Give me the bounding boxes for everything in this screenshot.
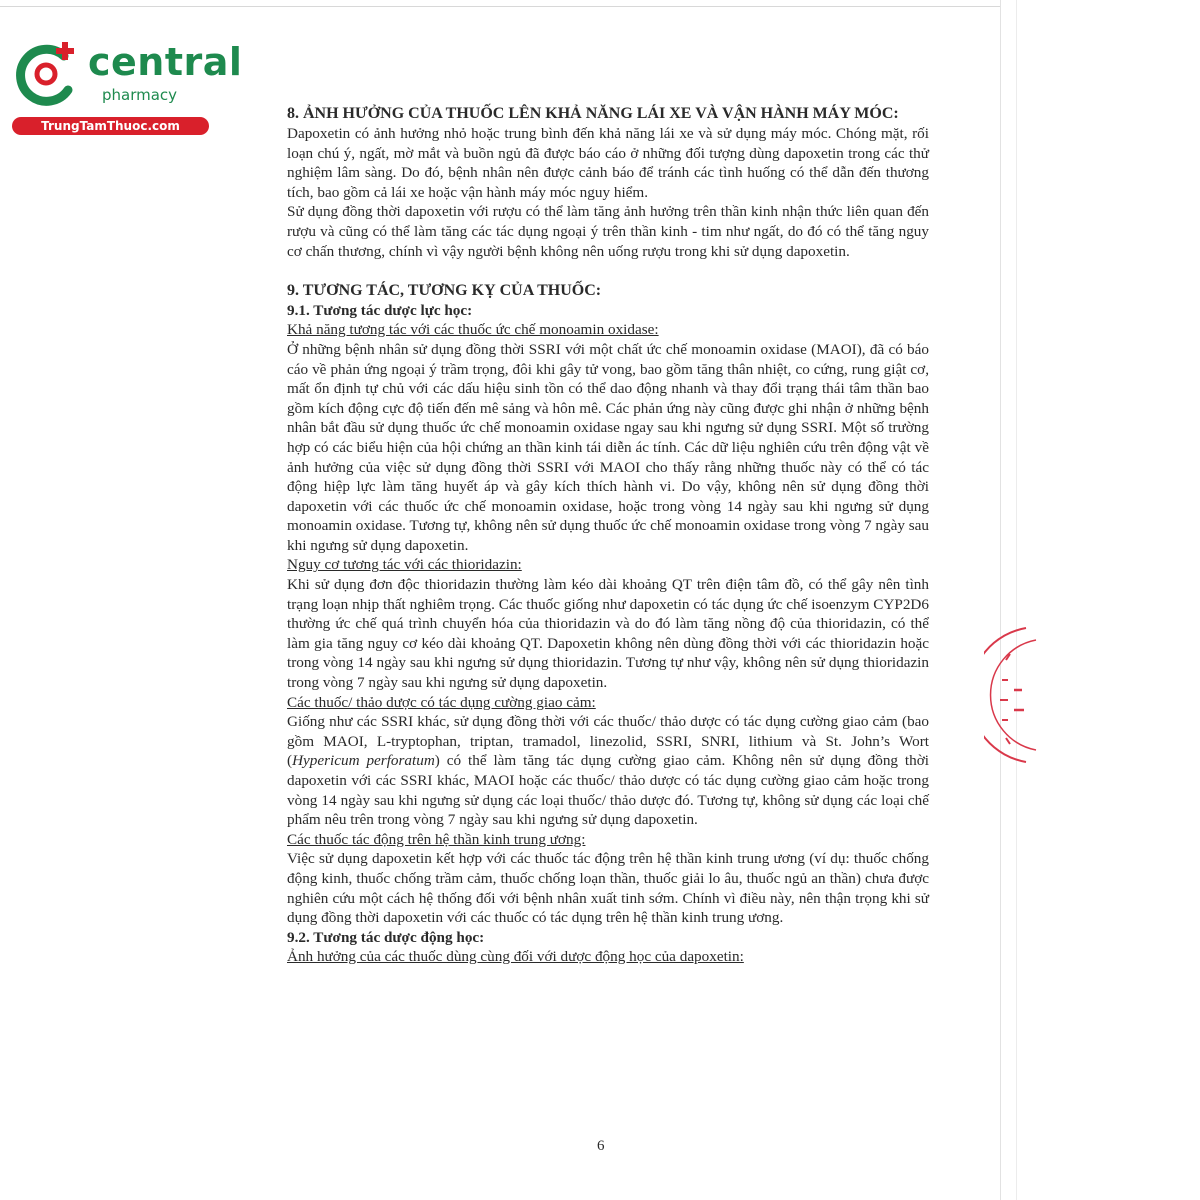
maoi-heading: Khả năng tương tác với các thuốc ức chế monoamin oxidase: bbox=[287, 321, 659, 339]
thioridazine-paragraph: Khi sử dụng đơn độc thioridazin thường làm kéo dài khoảng QT trên điện tâm đồ, có thể gây nên tình trạng loạn nhịp thất nghiêm trọng. Các thuốc giống như dapoxetin có tác dụng ức chế isoenzym CYP2D6 thường ức chế quá trình chuyển hóa của thioridazin và do đó làm tăng nồng độ của thioridazin, có thể làm gia tăng nguy cơ kéo dài khoảng QT. Dapoxetin không nên dùng đồng thời với các thioridazin hoặc trong vòng 14 ngày sau khi ngưng sử dụng thioridazin. Tương tự như vậy, không nên sử dụng thioridazin trong vòng 7 ngày sau khi ngưng sử dụng dapoxetin. bbox=[287, 576, 929, 692]
section-9-title: 9. TƯƠNG TÁC, TƯƠNG KỴ CỦA THUỐC: bbox=[287, 282, 602, 300]
scan-edge bbox=[1016, 0, 1017, 1200]
logo-subtitle: pharmacy bbox=[102, 86, 178, 104]
sympathomimetic-paragraph bbox=[287, 712, 929, 830]
central-pharmacy-logo[interactable] bbox=[12, 38, 243, 138]
thioridazine-heading: Nguy cơ tương tác với các thioridazin: bbox=[287, 556, 522, 574]
subsection-9-1-title: 9.1. Tương tác dược lực học: bbox=[287, 301, 473, 319]
logo-url: TrungTamThuoc.com bbox=[12, 117, 209, 135]
latin-name: Hypericum perforatum bbox=[292, 752, 435, 770]
logo-brand: central bbox=[88, 40, 243, 84]
cns-heading: Các thuốc tác động trên hệ thần kinh trung ương: bbox=[287, 830, 586, 848]
section-8-paragraph: Dapoxetin có ảnh hưởng nhỏ hoặc trung bình đến khả năng lái xe và sử dụng máy móc. Chóng mặt, rối loạn chú ý, ngất, mờ mắt và buồn ngủ đã được báo cáo ở những đối tượng dùng dapoxetin trong các thử nghiệm lâm sàng. Do đó, bệnh nhân nên được cảnh báo để tránh các tình huống có thể dẫn đến thương tích, bao gồm cả lái xe hoặc vận hành máy móc nguy hiểm. bbox=[287, 125, 929, 201]
scan-edge bbox=[1000, 0, 1001, 1200]
section-8-title: 8. ẢNH HƯỞNG CỦA THUỐC LÊN KHẢ NĂNG LÁI XE VÀ VẬN HÀNH MÁY MÓC: bbox=[287, 105, 899, 122]
section-8-paragraph: Sử dụng đồng thời dapoxetin với rượu có thể làm tăng ảnh hưởng trên thần kinh nhận thức liên quan đến rượu và cũng có thể làm tăng các tác dụng ngoại ý trên thần kinh - tim như ngất, do đó có thể tăng nguy cơ chấn thương, chính vì vậy người bệnh không nên uống rượu trong khi sử dụng dapoxetin. bbox=[287, 203, 929, 260]
pharmacy-cross-icon bbox=[12, 38, 84, 110]
document-body bbox=[287, 103, 929, 967]
sympathomimetic-text-b: ) có thể làm tăng tác dụng cường giao cảm. Không nên sử dụng đồng thời dapoxetin với các SSRI khác, MAOI hoặc các thuốc/ thảo dược có tác dụng cường giao cảm hoặc trong vòng 14 ngày sau khi ngưng sử dụng các loại thuốc/ thảo dược đó. Tương tự, không sử dụng các loại chế phẩm nêu trên trong vòng 7 ngày sau khi ngưng sử dụng dapoxetin. bbox=[287, 752, 929, 829]
subsection-9-2-title: 9.2. Tương tác dược động học: bbox=[287, 928, 485, 946]
seal-stamp bbox=[984, 620, 1044, 770]
page-number: 6 bbox=[597, 1138, 605, 1154]
maoi-paragraph: Ở những bệnh nhân sử dụng đồng thời SSRI với một chất ức chế monoamin oxidase (MAOI), đã có báo cáo về phản ứng ngoại ý trầm trọng, đôi khi gây tử vong, bao gồm tăng thân nhiệt, co cứng, rung giật cơ, mất ổn định tự chủ với các dấu hiệu sinh tồn có thể dao động nhanh và thay đổi trạng thái tâm thần bao gồm kích động cực độ tiến đến mê sảng và hôn mê. Các phản ứng này cũng được ghi nhận ở những bệnh nhân bắt đầu sử dụng thuốc ức chế monoamin oxidase ngay sau khi ngưng sử dụng SSRI. Một số trường hợp có các biểu hiện của hội chứng an thần kinh tái diễn ác tính. Các dữ liệu nghiên cứu trên động vật về ảnh hưởng của việc sử dụng đồng thời SSRI với MAOI cho thấy rằng những thuốc này có thể có tác động hiệp lực làm tăng huyết áp và gây kích thích hành vi. Do vậy, không nên sử dụng đồng thời dapoxetin với các thuốc ức chế monoamin oxidase, hoặc trong vòng 14 ngày sau khi ngưng sử dụng monoamin oxidase. Tương tự, không nên sử dụng thuốc ức chế monoamin oxidase trong vòng 7 ngày sau khi ngưng sử dụng dapoxetin. bbox=[287, 340, 929, 554]
sympathomimetic-text-a: Giống như các SSRI khác, sử dụng đồng thời với các thuốc/ thảo dược có tác dụng cường giao cảm (bao gồm MAOI, L-tryptophan, triptan, tramadol, linezolid, SSRI, SNRI, lithium và St. John’s Wort ( bbox=[287, 713, 929, 770]
scan-edge bbox=[0, 6, 1000, 7]
cns-paragraph: Việc sử dụng dapoxetin kết hợp với các thuốc tác động trên hệ thần kinh trung ương (ví dụ: thuốc chống động kinh, thuốc chống trầm cảm, thuốc chống loạn thần, thuốc giải lo âu, thuốc ngủ an thần) chưa được nghiên cứu một cách hệ thống đối với bệnh nhân xuất tinh sớm. Chính vì điều này, nên thận trọng khi sử dụng đồng thời dapoxetin với các thuốc có tác dụng trên hệ thần kinh trung ương. bbox=[287, 850, 929, 927]
pharmacokinetic-heading: Ảnh hưởng của các thuốc dùng cùng đối với dược động học của dapoxetin: bbox=[287, 948, 744, 966]
sympathomimetic-heading: Các thuốc/ thảo dược có tác dụng cường giao cảm: bbox=[287, 693, 596, 711]
